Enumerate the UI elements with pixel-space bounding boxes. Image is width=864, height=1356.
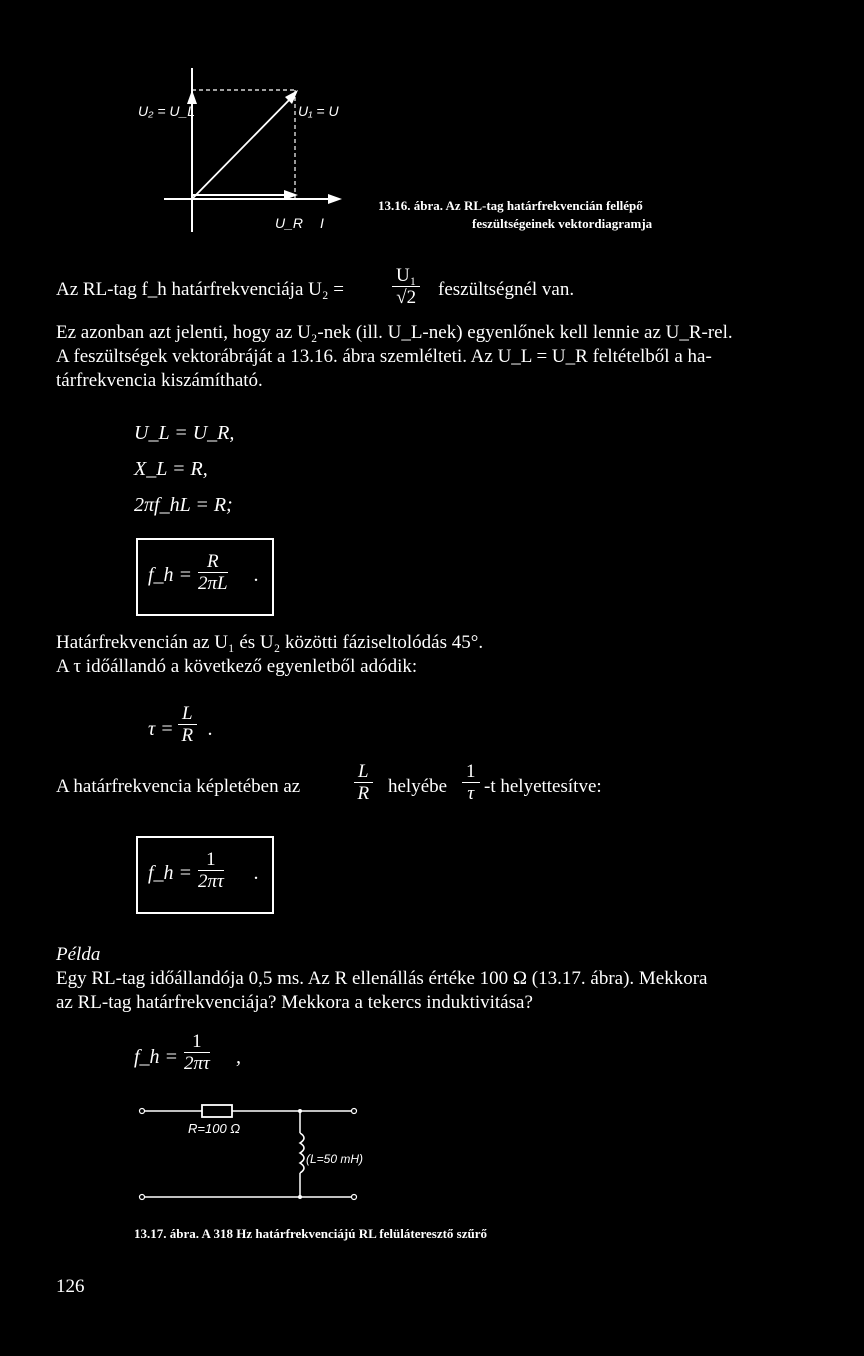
tau-num: L <box>178 704 197 725</box>
para2-line3: tárfrekvencia kiszámítható. <box>56 370 263 391</box>
tau-eq-lhs: τ = <box>148 718 174 740</box>
para4-f1-den: R <box>357 783 370 804</box>
para3-line2: A τ időállandó a következő egyenletből adódik: <box>56 656 418 677</box>
vector-diagram <box>130 60 360 240</box>
para2-line2: A feszültségek vektorábráját a 13.16. ábra szemlélteti. Az U_L = U_R feltételből a ha- <box>56 346 712 367</box>
tau-eq-end: . <box>208 718 213 740</box>
example-title: Példa <box>56 944 101 965</box>
tau-fraction <box>178 704 197 747</box>
para4-prefix: A határfrekvencia képletében az <box>56 776 301 797</box>
caption-13-16-line1: 13.16. ábra. Az RL-tag határfrekvencián fellépő <box>378 198 643 213</box>
equation-2pifhl-r: 2πf_hL = R; <box>134 494 233 516</box>
example-line1: Egy RL-tag időállandója 0,5 ms. Az R ellenállás értéke 100 Ω (13.17. ábra). Mekkora <box>56 968 708 989</box>
formula-box-fh-r <box>136 538 274 616</box>
label-u1-u: U₁ = U <box>298 103 339 119</box>
resistor-icon <box>202 1105 232 1117</box>
page-number: 126 <box>56 1276 85 1297</box>
resistor-label: R=100 Ω <box>188 1121 241 1136</box>
para4-mid: helyébe <box>388 776 448 797</box>
para4-fraction-1-tau <box>462 762 480 805</box>
inductor-icon <box>300 1133 304 1173</box>
para4-suffix: -t helyettesítve: <box>484 776 602 797</box>
inductor-label: (L=50 mH) <box>306 1152 364 1166</box>
para4-f2-den: τ <box>467 783 475 804</box>
example-line2: az RL-tag határfrekvenciája? Mekkora a tekercs induktivitása? <box>56 992 533 1013</box>
caption-13-17: 13.17. ábra. A 318 Hz határfrekvenciájú RL felüláteresztő szűrő <box>134 1226 488 1241</box>
i-arrow-icon <box>328 194 342 204</box>
box1-lhs: f_h = <box>148 564 193 586</box>
box1-fraction <box>198 552 228 595</box>
caption-13-16-line2: feszültségeinek vektordiagramja <box>472 216 653 231</box>
example-eq-end: , <box>236 1046 241 1068</box>
label-i: I <box>320 215 324 231</box>
box2-lhs: f_h = <box>148 862 193 884</box>
rl-highpass-circuit <box>130 1095 370 1215</box>
example-eq-fraction <box>184 1032 210 1075</box>
para4-f1-num: L <box>354 762 373 783</box>
formula-box-fh-tau <box>136 836 274 914</box>
box2-den: 2πτ <box>198 871 224 892</box>
example-eq-lhs: f_h = <box>134 1046 179 1068</box>
example-eq-num: 1 <box>184 1032 210 1053</box>
equation-xl-r: X_L = R, <box>134 458 208 480</box>
para1-frac-den: √2 <box>396 287 417 308</box>
box1-den: 2πL <box>198 573 228 594</box>
para4-f2-num: 1 <box>462 762 480 783</box>
para3-line1: Határfrekvencián az U₁ és U₂ közötti fáziseltolódás 45°. <box>56 632 484 653</box>
box1-end: . <box>254 564 259 586</box>
example-eq-den: 2πτ <box>184 1053 210 1074</box>
label-ur: U_R <box>275 215 304 231</box>
box1-num: R <box>198 552 228 573</box>
para4-fraction-l-r <box>354 762 373 805</box>
para1-frac-num: U₁ <box>392 266 420 287</box>
para1-prefix: Az RL-tag f_h határfrekvenciája U₂ = <box>56 279 344 300</box>
equation-ul-ur: U_L = U_R, <box>134 422 235 444</box>
label-u2-ul: U₂ = U_L <box>138 103 196 119</box>
box2-num: 1 <box>198 850 224 871</box>
ul-arrow-icon <box>187 90 197 104</box>
box2-fraction <box>198 850 224 893</box>
para2-line1: Ez azonban azt jelenti, hogy az U₂-nek (ill. U_L-nek) egyenlőnek kell lennie az U_R-rel. <box>56 322 733 343</box>
tau-den: R <box>181 725 194 746</box>
para1-suffix: feszültségnél van. <box>438 279 575 300</box>
para1-fraction <box>392 266 420 309</box>
box2-end: . <box>254 862 259 884</box>
